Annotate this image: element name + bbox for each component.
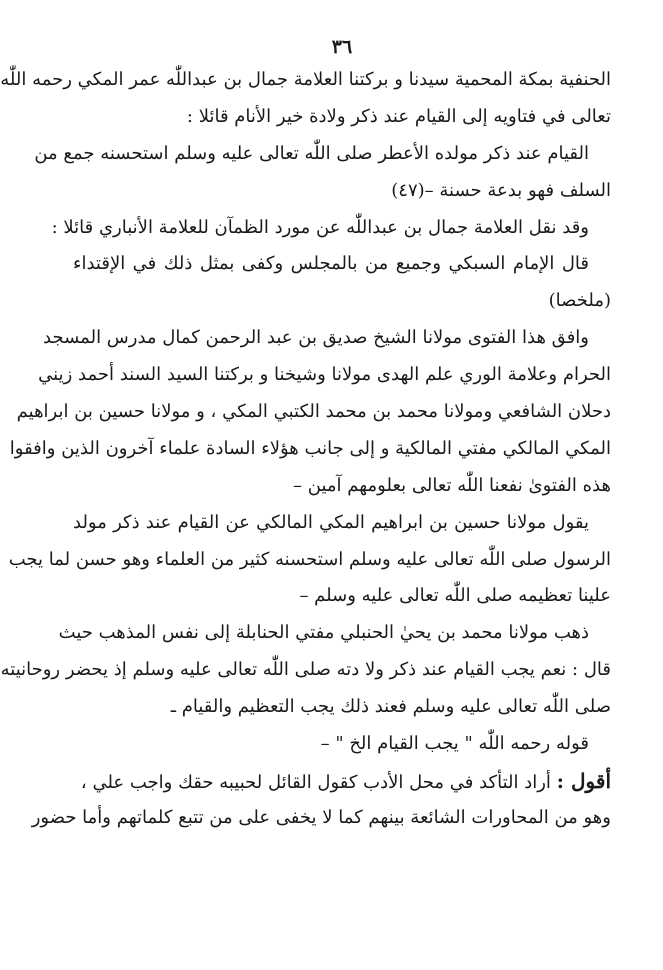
text-line: هذه الفتوىٰ نفعنا اللّٰه تعالى بعلومهم آمين –	[293, 474, 611, 496]
text-line: قال الإمام السبكي وجميع من بالمجلس وكفى بمثل ذلك في الإقتداء	[73, 253, 589, 275]
text-line: قوله رحمه اللّٰه " يجب القيام الخ " –	[320, 733, 589, 755]
text-line-aqulu	[73, 763, 611, 800]
page-number: ٣٦	[331, 36, 353, 58]
heading-lead: أقول :	[556, 768, 611, 793]
text-line: (ملخصا)	[548, 290, 611, 312]
text-line: ذهب مولانا محمد بن يحيٰ الحنبلي مفتي الحنابلة إلى نفس المذهب حيث	[58, 622, 589, 644]
text-line: تعالى في فتاويه إلى القيام عند ذكر ولادة خير الأنام قائلا :	[186, 105, 611, 127]
text-line: علينا تعظيمه صلى اللّٰه تعالى عليه وسلم –	[299, 585, 611, 607]
text-line: يقول مولانا حسين بن ابراهيم المكي المالكي عن القيام عند ذكر مولد	[73, 511, 589, 533]
text-line: الرسول صلى اللّٰه تعالى عليه وسلم استحسنه كثير من العلماء وهو حسن لما يجب	[8, 548, 611, 570]
text-line: وقد نقل العلامة جمال بن عبداللّٰه عن مورد الظمآن للعلامة الأنباري قائلا :	[51, 216, 589, 238]
heading-rest: أراد التأكد في محل الأدب كقول القائل لحبيبه حقك واجب علي ،	[80, 771, 551, 793]
text-line: صلى اللّٰه تعالى عليه وسلم فعند ذلك يجب التعظيم والقيام ـ	[170, 696, 611, 718]
text-line: الحنفية بمكة المحمية سيدنا و بركتنا العلامة جمال بن عبداللّٰه عمر المكي رحمه اللّٰه	[0, 69, 611, 90]
text-line: وافق هذا الفتوى مولانا الشيخ صديق بن عبد الرحمن كمال مدرس المسجد	[43, 327, 589, 349]
text-line: وهو من المحاورات الشائعة بينهم كما لا يخفى على من تتبع كلماتهم وأما حضور	[31, 806, 611, 828]
text-line: الحرام وعلامة الوري علم الهدى مولانا وشيخنا و بركتنا السيد السند أحمد زيني	[38, 364, 611, 386]
text-line: قال : نعم يجب القيام عند ذكر ولا دته صلى اللّٰه تعالى عليه وسلم إذ يحضر روحانيته	[0, 659, 611, 681]
text-line: دحلان الشافعي ومولانا محمد بن محمد الكتبي المكي ، و مولانا حسين بن ابراهيم	[16, 401, 611, 423]
text-line: القيام عند ذكر مولده الأعطر صلى اللّٰه تعالى عليه وسلم استحسنه جمع من	[34, 142, 589, 164]
text-line: المكي المالكي مفتي المالكية و إلى جانب هؤلاء السادة علماء آخرون الذين وافقوا	[9, 437, 611, 459]
text-line: السلف فهو بدعة حسنة –(٤٧)	[391, 179, 611, 201]
